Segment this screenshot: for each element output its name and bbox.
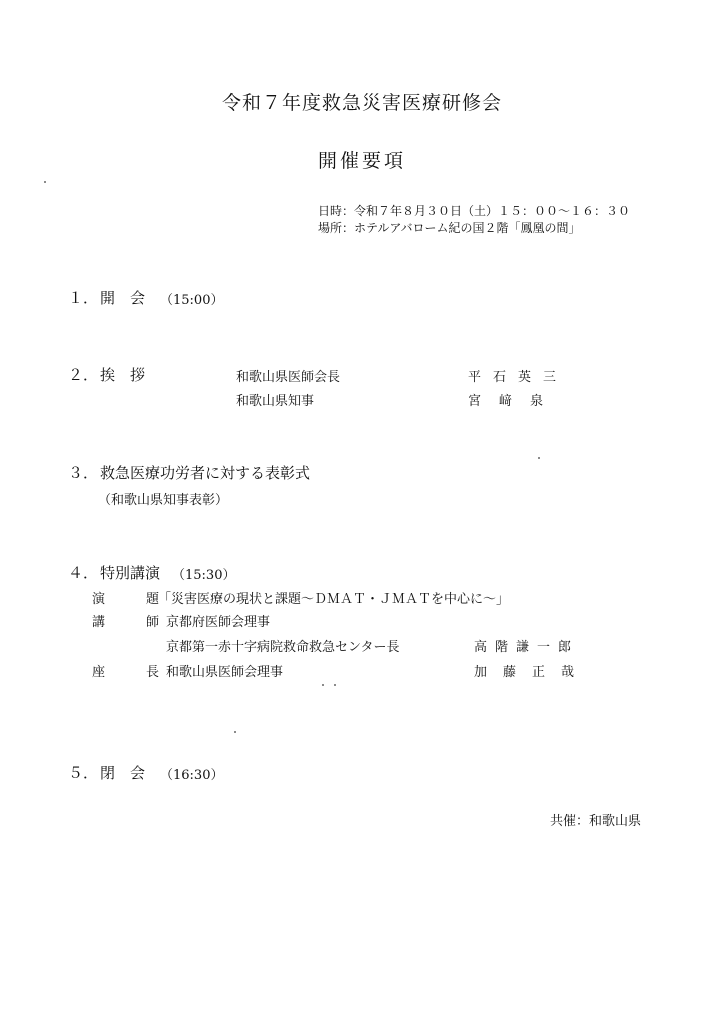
- section-1-title: 開 会: [100, 289, 146, 307]
- section-2-number: ２．: [68, 366, 99, 384]
- chair-label: 座 長: [92, 665, 174, 680]
- chair-role: 和歌山県医師会理事: [166, 665, 284, 680]
- page-subtitle: 開催要項: [317, 150, 406, 172]
- section-3-number: ３．: [68, 464, 99, 482]
- greeting-role-2: 和歌山県知事: [236, 394, 315, 409]
- scan-speck: [44, 181, 46, 183]
- section-5-title: 閉 会: [100, 764, 146, 782]
- greeting-name-2: 宮﨑泉: [468, 394, 562, 409]
- section-4-time: （15:30）: [172, 568, 236, 583]
- scan-speck: [322, 684, 324, 686]
- scan-speck: [538, 457, 540, 459]
- section-1-number: １．: [68, 289, 99, 307]
- theme-label: 演 題: [92, 592, 174, 607]
- speaker-role-2: 京都第一赤十字病院救命救急センター長: [166, 640, 400, 655]
- greeting-role-1: 和歌山県医師会長: [236, 370, 341, 385]
- section-3-title: 救急医療功労者に対する表彰式: [100, 464, 311, 482]
- greeting-name-1: 平石英三: [468, 370, 569, 385]
- section-4-title: 特別講演: [100, 564, 161, 582]
- section-5-number: ５．: [68, 764, 99, 782]
- section-3-note: （和歌山県知事表彰）: [98, 493, 229, 508]
- speaker-name: 高階謙一郎: [474, 640, 580, 655]
- chair-name: 加藤正哉: [474, 665, 591, 680]
- speaker-role-1: 京都府医師会理事: [166, 615, 271, 630]
- section-2-title: 挨 拶: [100, 366, 146, 384]
- scan-speck: [234, 731, 236, 733]
- co-sponsor: 共催：和歌山県: [550, 814, 642, 829]
- lecture-theme: 「災害医療の現状と課題～ＤＭＡＴ・ＪＭＡＴを中心に～」: [158, 592, 510, 607]
- section-5-time: （16:30）: [160, 768, 224, 783]
- section-4-number: ４．: [68, 564, 99, 582]
- section-1-time: （15:00）: [160, 293, 224, 308]
- page-title: 令和７年度救急災害医療研修会: [221, 92, 502, 114]
- event-date: 日時：令和７年８月３０日（土）１５：００～１６：３０: [318, 204, 631, 218]
- speaker-label: 講 師: [92, 615, 174, 630]
- scan-speck: [334, 684, 336, 686]
- event-place: 場所：ホテルアバローム紀の国２階「鳳凰の間」: [318, 221, 581, 235]
